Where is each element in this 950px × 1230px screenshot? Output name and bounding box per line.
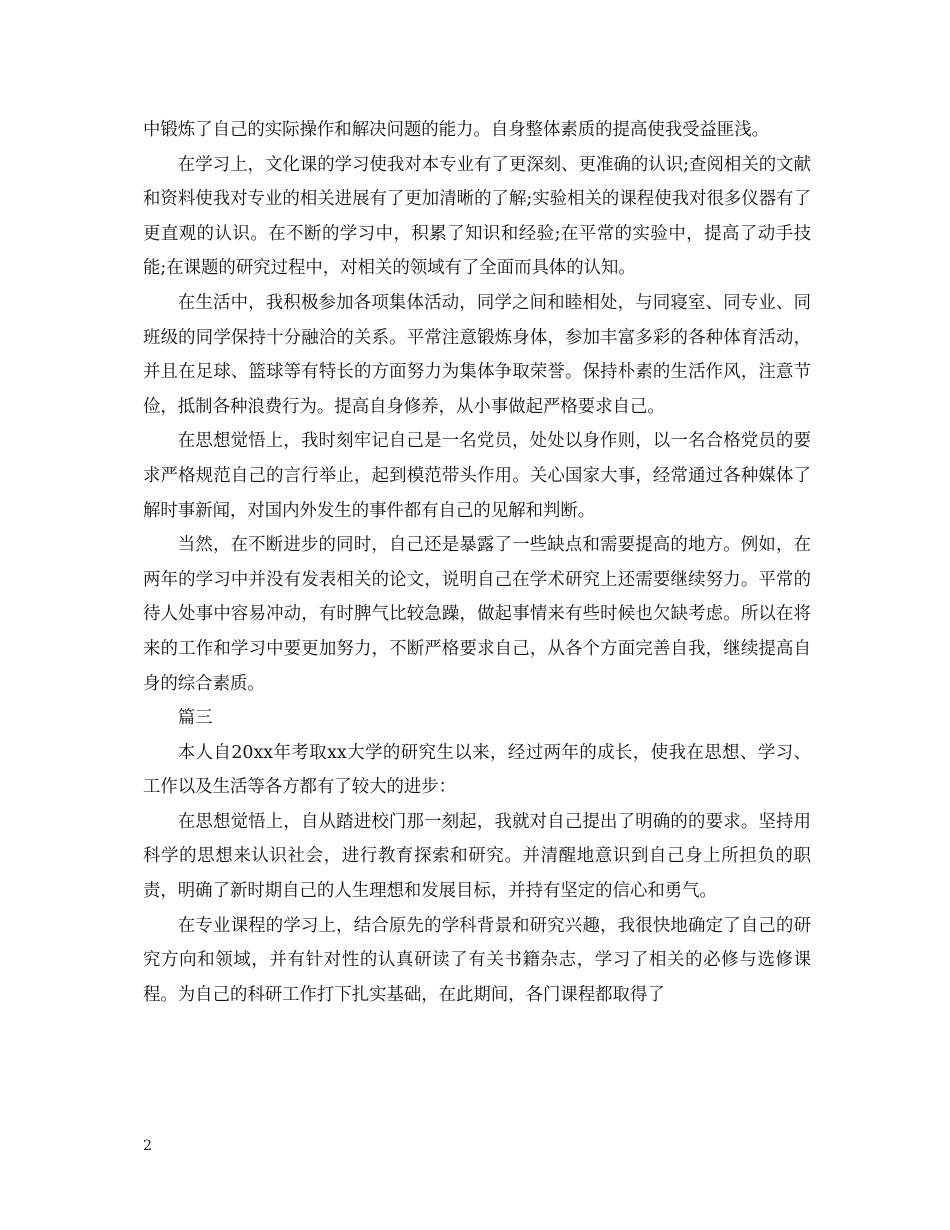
paragraph-life: 在生活中，我积极参加各项集体活动，同学之间和睦相处，与同寝室、同专业、同班级的同学保持十分融洽的关系。平常注意锻炼身体，参加丰富多彩的各种体育活动，并且在足球、篮球等有特长的方面努力为集体争取荣誉。保持朴素的生活作风，注意节俭，抵制各种浪费行为。提高自身修养，从小事做起严格要求自己。 [143,292,811,417]
paragraph-continuation: 中锻炼了自己的实际操作和解决问题的能力。自身整体素质的提高使我受益匪浅。 [143,120,770,140]
paragraph-ideology-2: 在思想觉悟上，自从踏进校门那一刻起，我就对自己提出了明确的的要求。坚持用科学的思想来认识社会，进行教育探索和研究。并清醒地意识到自己身上所担负的职责，明确了新时期自己的人生理想和发展目标，并持有坚定的信心和勇气。 [143,811,811,902]
paragraph-study: 在学习上，文化课的学习使我对本专业有了更深刻、更准确的认识;查阅相关的文献和资料使我对专业的相关进展有了更加清晰的了解;实验相关的课程使我对很多仪器有了更直观的认识。在不断的学习中，积累了知识和经验;在平常的实验中，提高了动手技能;在课题的研究过程中，对相关的领域有了全面而具体的认知。 [143,154,811,279]
paragraph-intro: 本人自20xx年考取xx大学的研究生以来，经过两年的成长，使我在思想、学习、工作以及生活等各方都有了较大的进步： [143,742,811,798]
paragraph-ideology: 在思想觉悟上，我时刻牢记自己是一名党员，处处以身作则，以一名合格党员的要求严格规范自己的言行举止，起到模范带头作用。关心国家大事，经常通过各种媒体了解时事新闻，对国内外发生的事件都有自己的见解和判断。 [143,431,811,521]
paragraph-courses: 在专业课程的学习上，结合原先的学科背景和研究兴趣，我很快地确定了自己的研究方向和领域，并有针对性的认真研读了有关书籍杂志，学习了相关的必修与选修课程。为自己的科研工作打下扎实基础，在此期间，各门课程都取得了 [143,915,811,1005]
page-number: 2 [143,1138,152,1154]
section-heading: 篇三 [177,708,213,729]
document-body [143,113,811,1012]
paragraph-shortcomings: 当然，在不断进步的同时，自己还是暴露了一些缺点和需要提高的地方。例如，在两年的学习中并没有发表相关的论文，说明自己在学术研究上还需要继续努力。平常的待人处事中容易冲动，有时脾气比较急躁，做起事情来有些时候也欠缺考虑。所以在将来的工作和学习中要更加努力，不断严格要求自己，从各个方面完善自我，继续提高自身的综合素质。 [143,535,811,694]
